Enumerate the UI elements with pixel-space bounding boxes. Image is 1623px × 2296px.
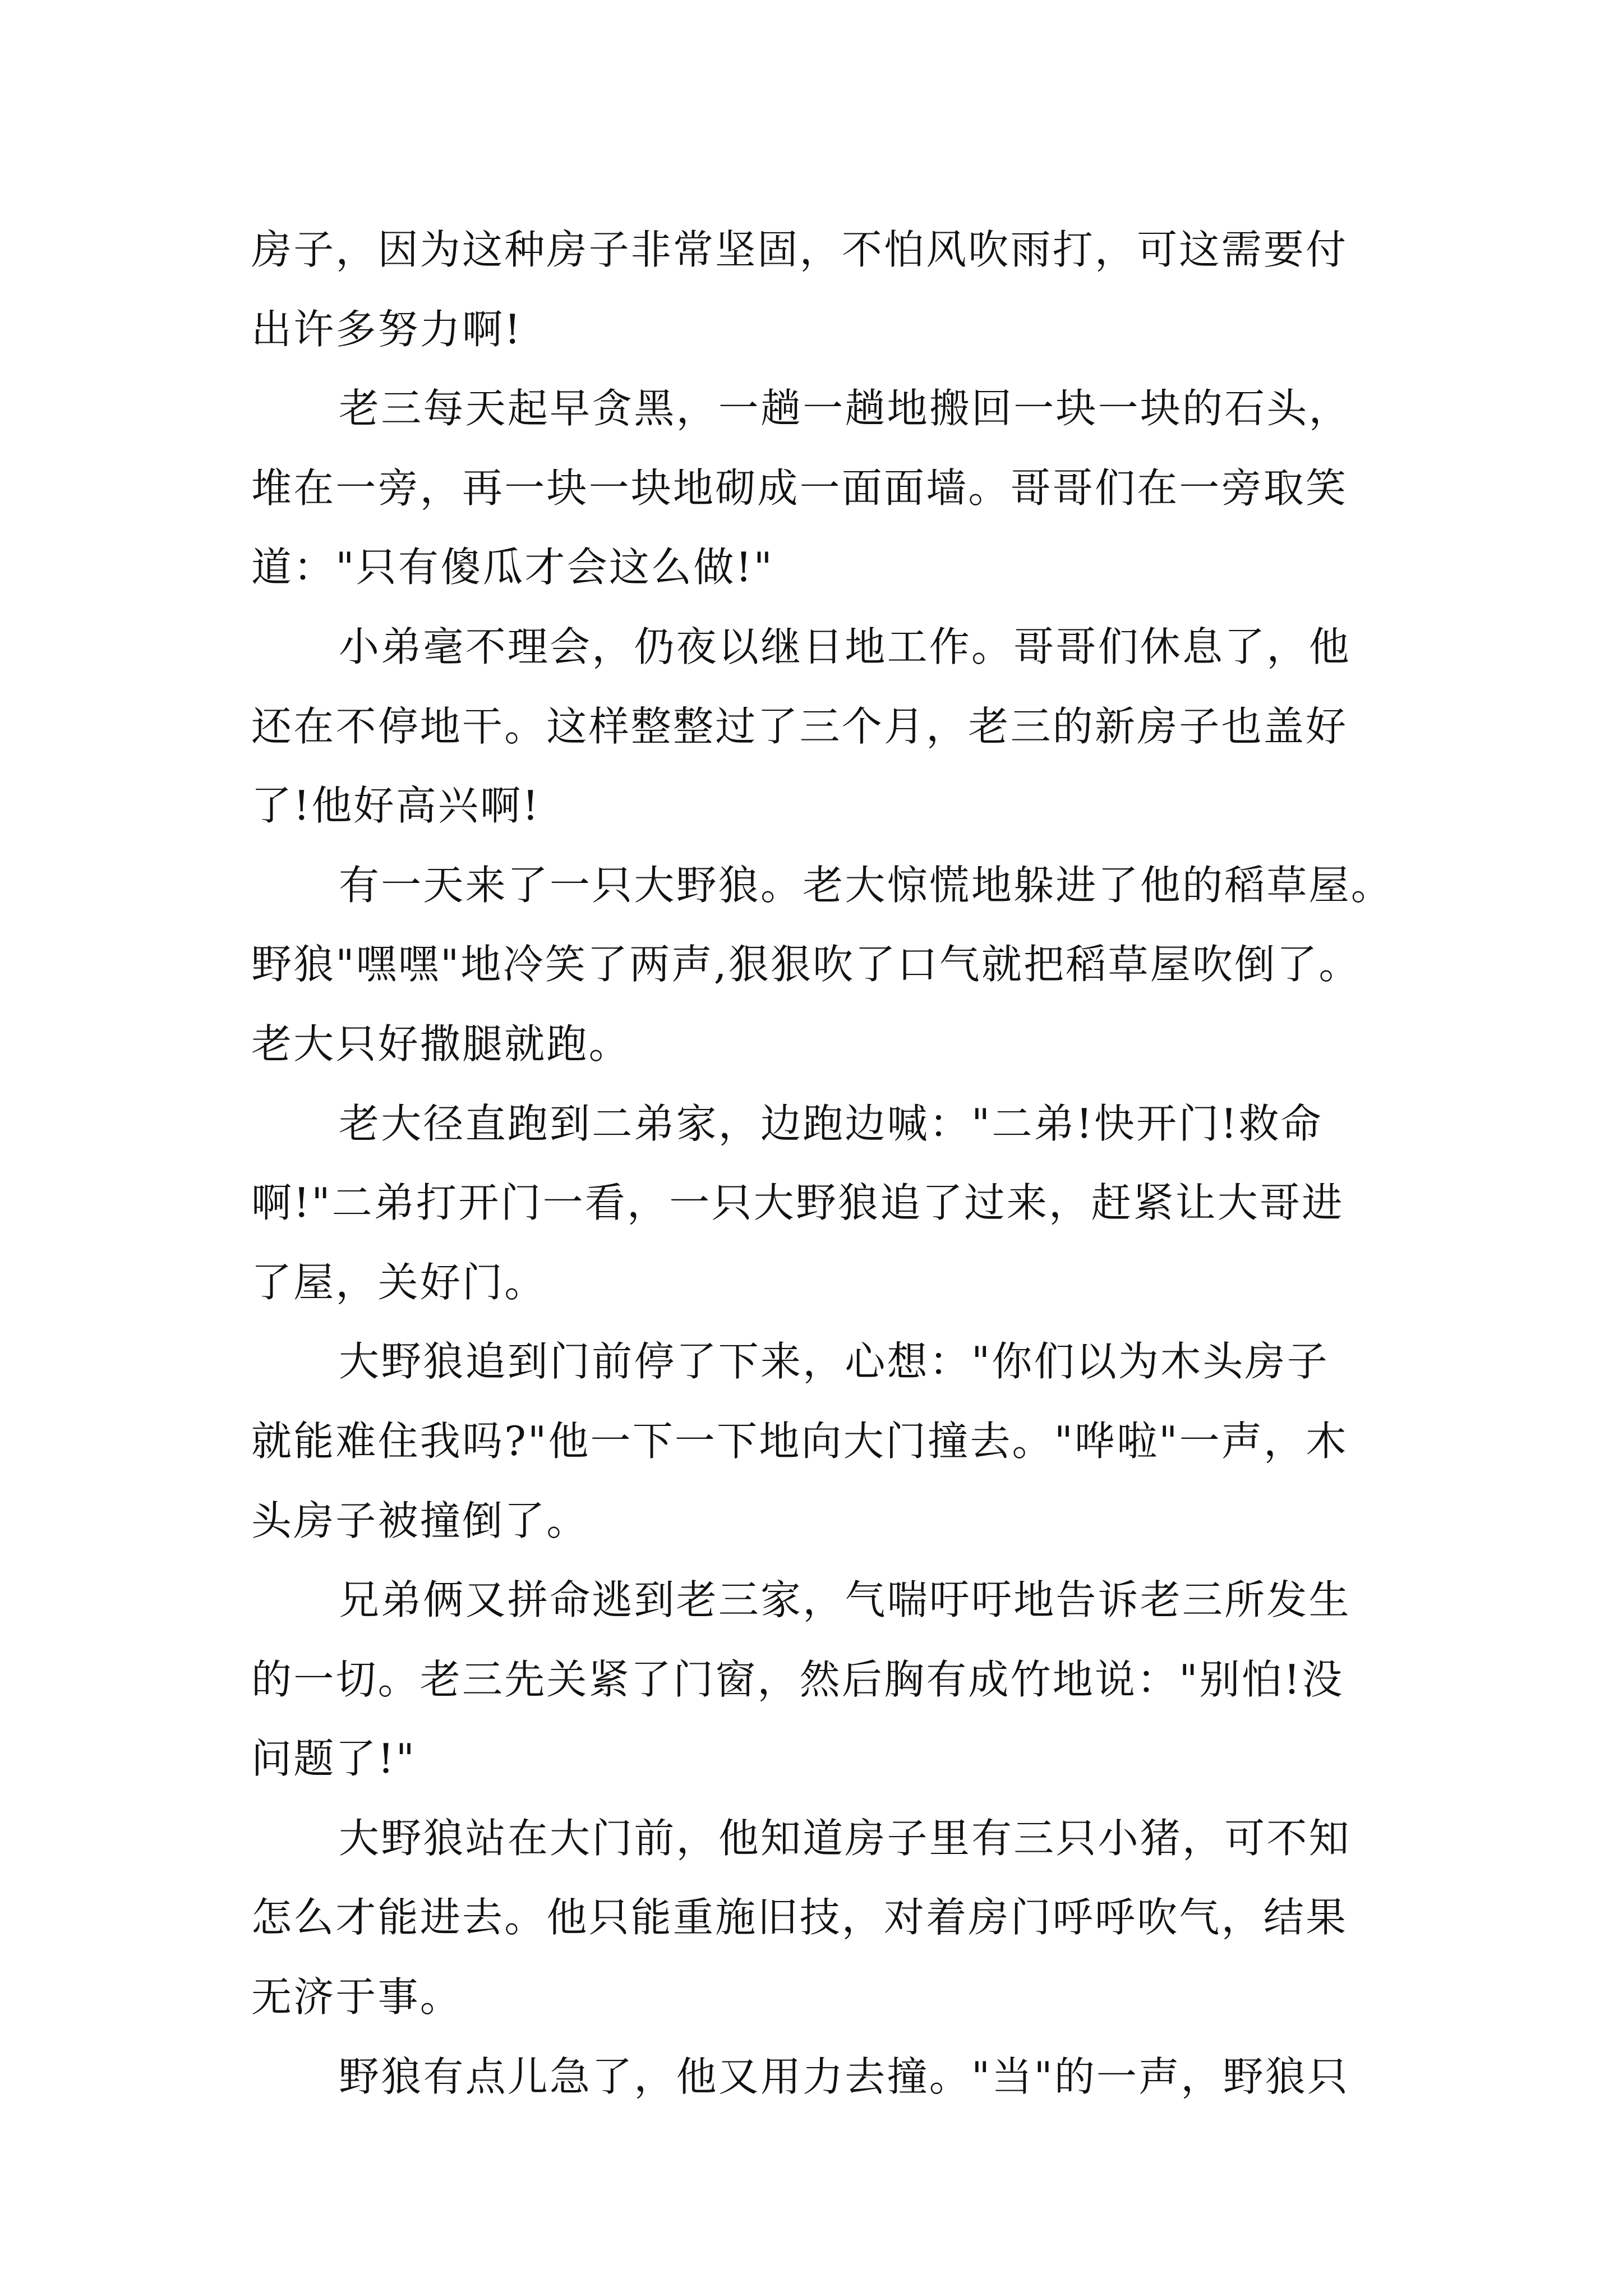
text-line: 还在不停地干。这样整整过了三个月，老三的新房子也盖好 — [251, 702, 1348, 750]
paragraph-start-line: 老大径直跑到二弟家，边跑边喊："二弟!快开门!救命 — [339, 1099, 1323, 1147]
text-line: 啊!"二弟打开门一看，一只大野狼追了过来，赶紧让大哥进 — [251, 1179, 1344, 1227]
paragraph-start-line: 老三每天起早贪黑，一趟一趟地搬回一块一块的石头， — [339, 385, 1351, 432]
text-line: 了!他好高兴啊! — [251, 782, 541, 830]
text-line: 了屋，关好门。 — [251, 1258, 547, 1306]
text-line: 无济于事。 — [251, 1973, 463, 2021]
paragraph-start-line: 大野狼追到门前停了下来，心想："你们以为木头房子 — [339, 1338, 1329, 1386]
text-line: 野狼"嘿嘿"地冷笑了两声,狠狠吹了口气就把稻草屋吹倒了。 — [251, 941, 1361, 988]
text-line: 堆在一旁，再一块一块地砌成一面面墙。哥哥们在一旁取笑 — [251, 464, 1348, 512]
text-line: 房子，因为这种房子非常坚固，不怕风吹雨打，可这需要付 — [251, 226, 1348, 273]
story-text — [251, 210, 1401, 2116]
paragraph-start-line: 大野狼站在大门前，他知道房子里有三只小猪，可不知 — [339, 1814, 1351, 1862]
text-line: 道："只有傻瓜才会这么做!" — [251, 544, 774, 591]
text-line: 头房子被撞倒了。 — [251, 1497, 589, 1544]
text-line: 就能难住我吗?"他一下一下地向大门撞去。"哗啦"一声，木 — [251, 1417, 1348, 1465]
text-line: 问题了!" — [251, 1735, 417, 1783]
paragraph-start-line: 有一天来了一只大野狼。老大惊慌地躲进了他的稻草屋。 — [339, 861, 1394, 909]
paragraph-start-line: 野狼有点儿急了，他又用力去撞。"当"的一声，野狼只 — [339, 2053, 1350, 2100]
paragraph-start-line: 兄弟俩又拼命逃到老三家，气喘吁吁地告诉老三所发生 — [339, 1576, 1351, 1624]
text-line: 出许多努力啊! — [251, 305, 523, 353]
text-line: 老大只好撒腿就跑。 — [251, 1020, 631, 1068]
text-line: 怎么才能进去。他只能重施旧技，对着房门呼呼吹气，结果 — [251, 1894, 1348, 1941]
text-line: 的一切。老三先关紧了门窗，然后胸有成竹地说："别怕!没 — [251, 1655, 1344, 1703]
paragraph-start-line: 小弟毫不理会，仍夜以继日地工作。哥哥们休息了，他 — [339, 623, 1351, 670]
